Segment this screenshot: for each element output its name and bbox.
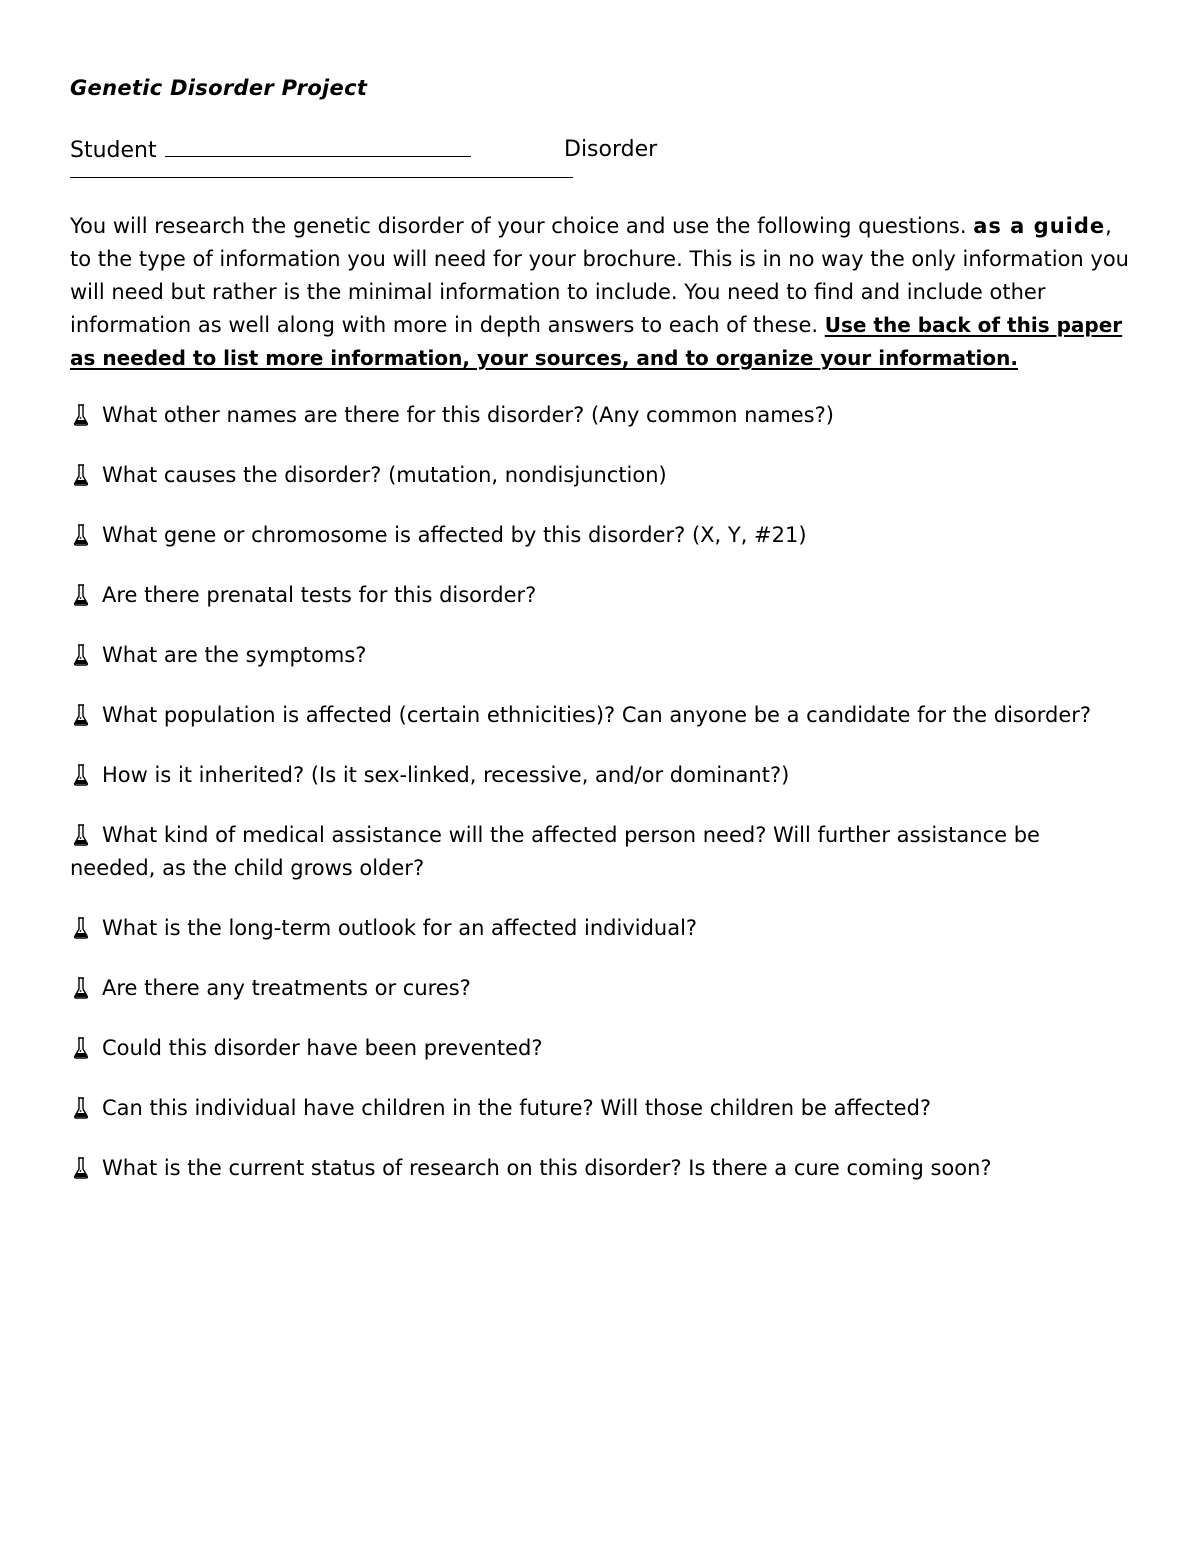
question-text: What causes the disorder? (mutation, nondisjunction) (102, 463, 667, 487)
page-title: Genetic Disorder Project (70, 76, 368, 100)
question-item (70, 459, 1130, 492)
question-list (70, 399, 1130, 1185)
question-item (70, 1092, 1130, 1125)
question-text: What is the current status of research on this disorder? Is there a cure coming soon? (102, 1156, 992, 1180)
test-tube-icon (70, 823, 92, 847)
question-item (70, 699, 1130, 732)
test-tube-icon (70, 1096, 92, 1120)
question-item (70, 519, 1130, 552)
instructions-text-2: , to the type of information you will need for your brochure. This is in no way the only information you will need but rather is the minimal information to include. You need to find and include other information as well along with more in depth answers to each of these. (70, 214, 1129, 337)
test-tube-icon (70, 916, 92, 940)
question-text: What other names are there for this disorder? (Any common names?) (102, 403, 834, 427)
question-item (70, 1032, 1130, 1065)
disorder-blank-line (70, 177, 573, 178)
student-label: Student (70, 138, 157, 163)
question-text: How is it inherited? (Is it sex-linked, recessive, and/or dominant?) (102, 763, 790, 787)
question-text: What kind of medical assistance will the affected person need? Will further assistance be needed, as the child grows older? (70, 823, 1040, 880)
test-tube-icon (70, 703, 92, 727)
test-tube-icon (70, 1036, 92, 1060)
question-text: What population is affected (certain ethnicities)? Can anyone be a candidate for the disorder? (102, 703, 1092, 727)
test-tube-icon (70, 763, 92, 787)
test-tube-icon (70, 403, 92, 427)
question-item (70, 759, 1130, 792)
question-text: What gene or chromosome is affected by this disorder? (X, Y, #21) (102, 523, 807, 547)
student-blank-line (165, 134, 471, 157)
disorder-label: Disorder (564, 137, 658, 162)
instructions-paragraph (70, 210, 1130, 375)
instructions-text-1: You will research the genetic disorder of your choice and use the following questions. (70, 214, 974, 238)
test-tube-icon (70, 976, 92, 1000)
question-item (70, 639, 1130, 672)
test-tube-icon (70, 463, 92, 487)
test-tube-icon (70, 643, 92, 667)
question-text: Are there prenatal tests for this disorder? (102, 583, 537, 607)
question-item (70, 1152, 1130, 1185)
question-text: Are there any treatments or cures? (102, 976, 471, 1000)
worksheet-page (70, 70, 1130, 1212)
question-text: What is the long-term outlook for an affected individual? (102, 916, 698, 940)
question-text: Could this disorder have been prevented? (102, 1036, 543, 1060)
question-item (70, 972, 1130, 1005)
question-text: Can this individual have children in the future? Will those children be affected? (102, 1096, 932, 1120)
student-field (70, 134, 471, 167)
question-item (70, 399, 1130, 432)
test-tube-icon (70, 1156, 92, 1180)
test-tube-icon (70, 523, 92, 547)
header-fields (70, 134, 1130, 208)
question-item (70, 819, 1130, 885)
question-text: What are the symptoms? (102, 643, 367, 667)
question-item (70, 912, 1130, 945)
disorder-field (564, 134, 657, 166)
instructions-directive: Use the back of this paper as needed to list more information, your sources, and to organize your information. (70, 313, 1123, 370)
question-item (70, 579, 1130, 612)
test-tube-icon (70, 583, 92, 607)
instructions-guide-text: as a guide (973, 214, 1106, 238)
